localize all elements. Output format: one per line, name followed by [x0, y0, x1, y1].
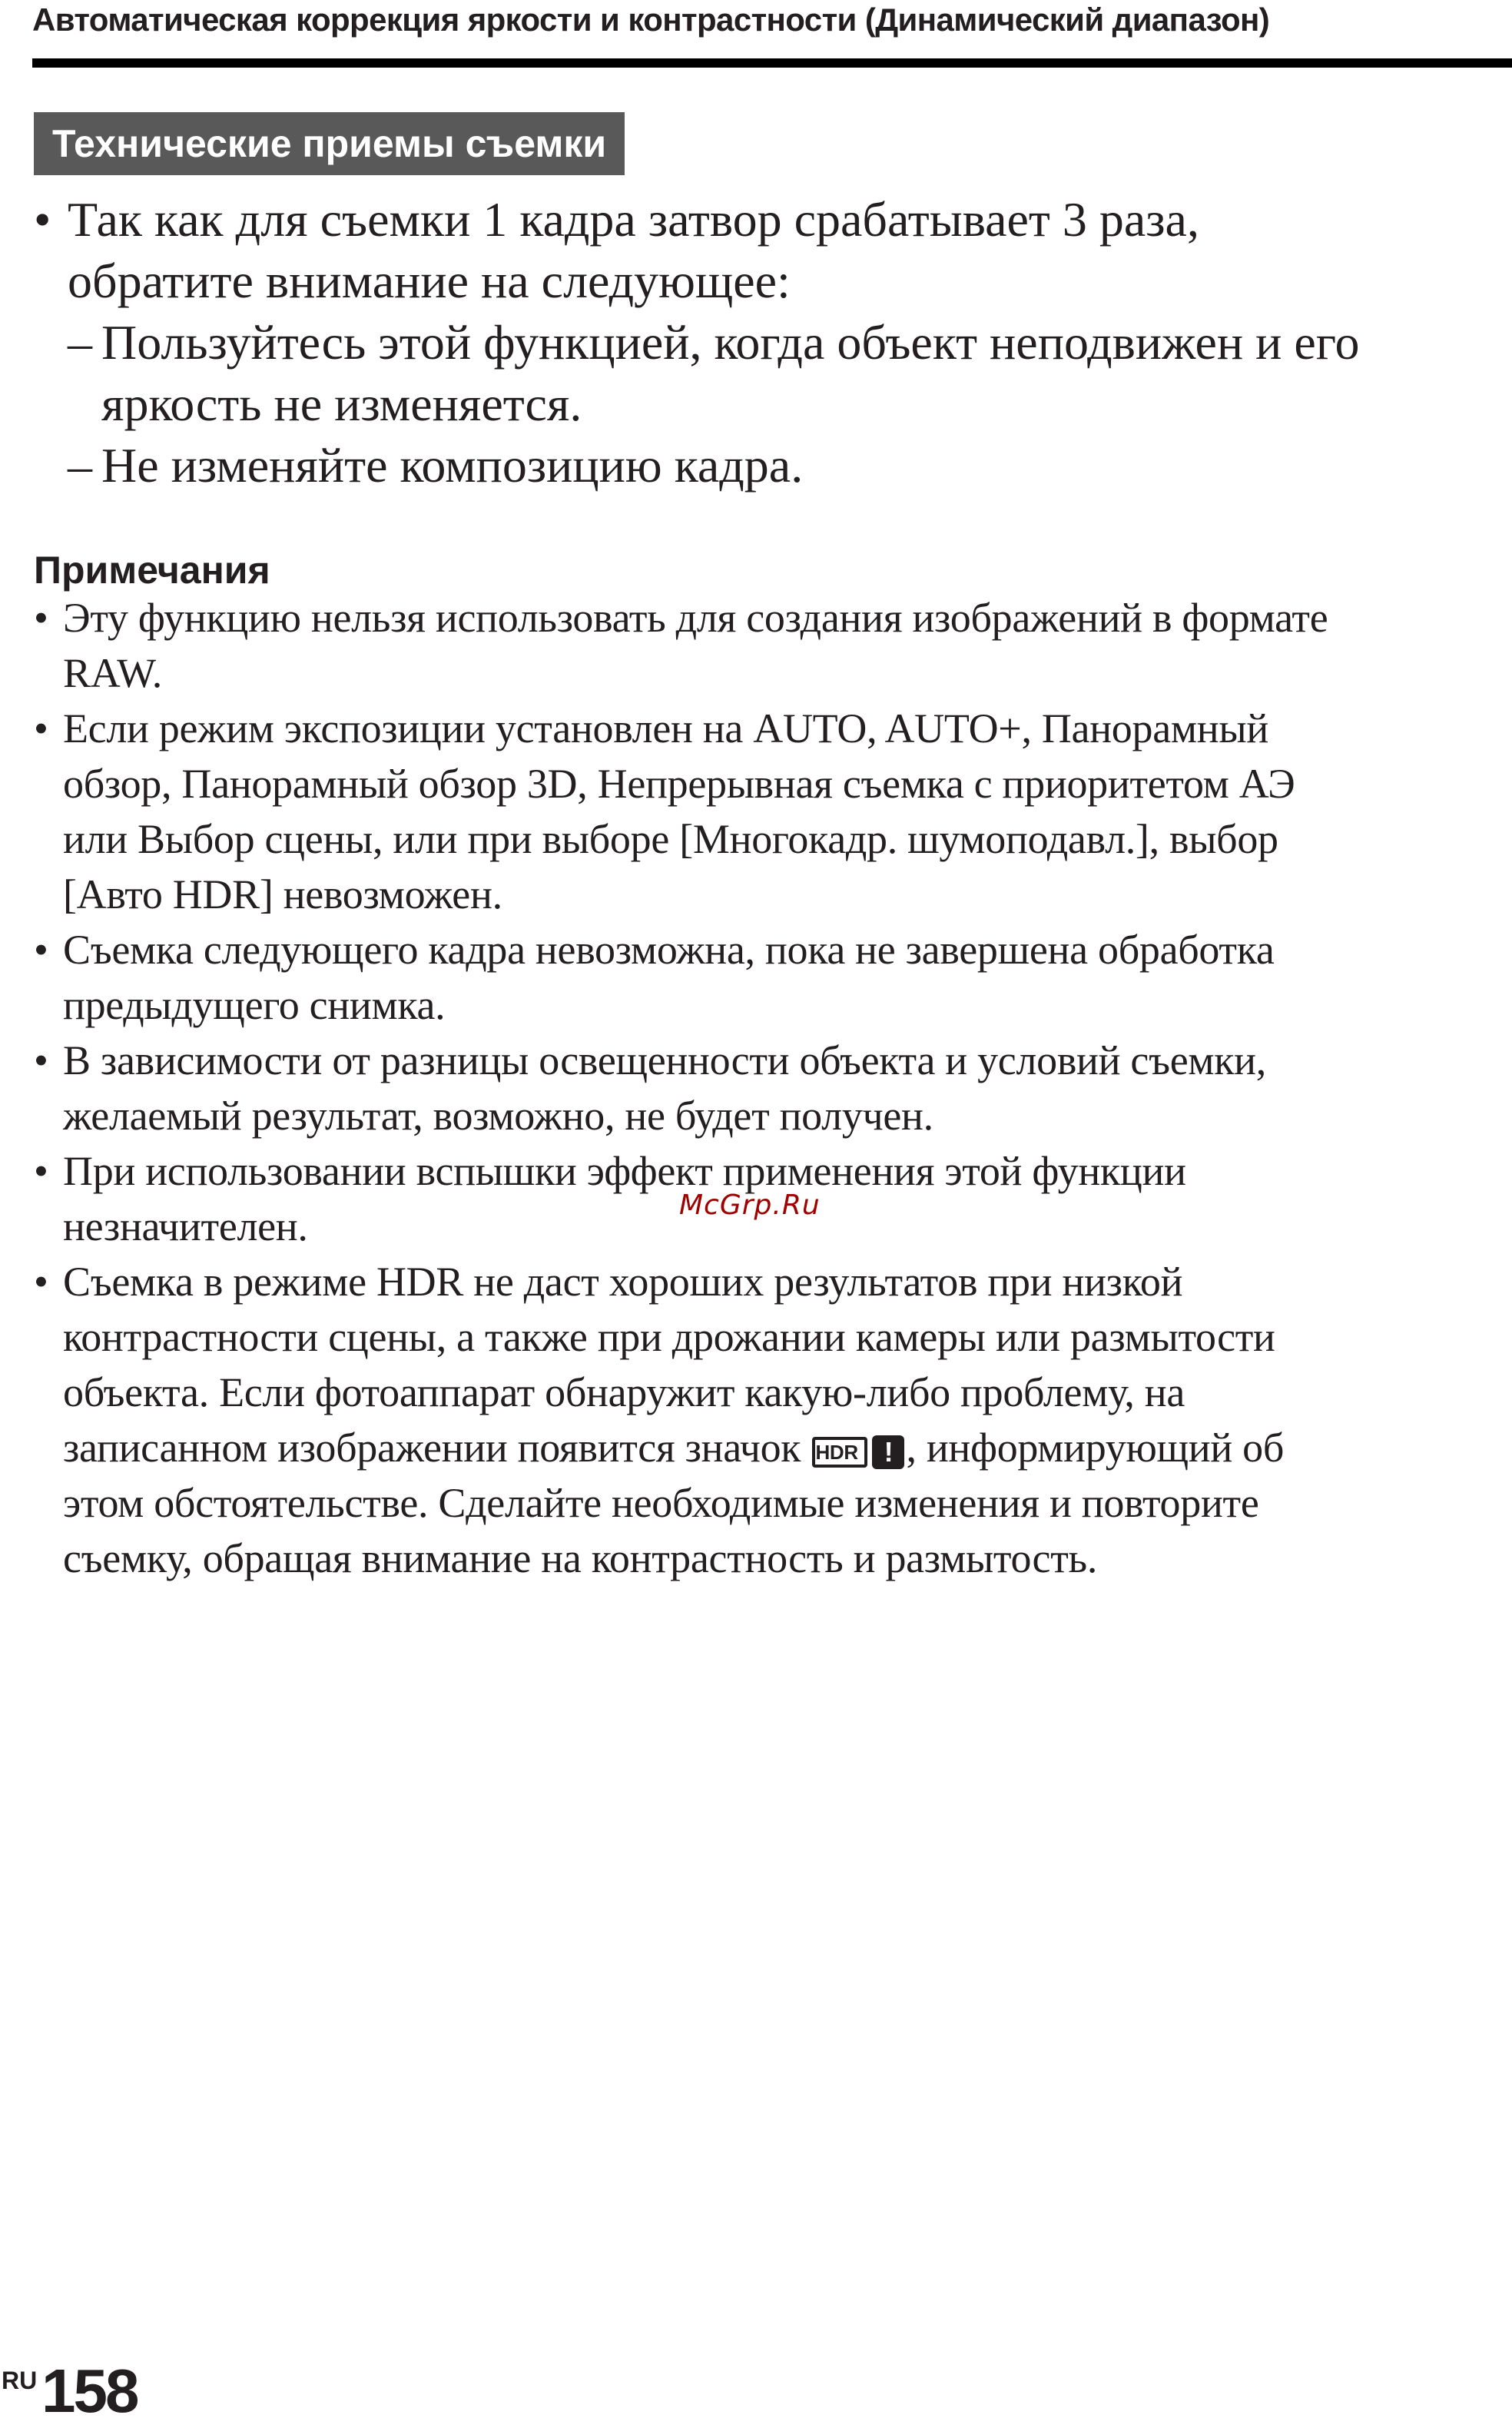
tip-line: яркость не изменяется.	[101, 377, 582, 431]
note-line: Эту функцию нельзя использовать для создания изображений в формате	[63, 595, 1328, 641]
bullet-marker: •	[34, 927, 48, 973]
note-line: предыдущего снимка.	[63, 982, 446, 1028]
tip-line: обратите внимание на следующее:	[68, 254, 791, 308]
header-divider	[32, 58, 1512, 68]
bullet-marker: •	[34, 705, 48, 751]
tip-line: Так как для съемки 1 кадра затвор срабатывает 3 раза,	[68, 192, 1199, 247]
note-line: В зависимости от разницы освещенности объекта и условий съемки,	[63, 1037, 1266, 1083]
watermark: McGrp.Ru	[679, 1189, 821, 1221]
note-line: [Авто HDR] невозможен.	[63, 871, 502, 917]
dash-marker: –	[68, 438, 92, 493]
notes-list	[34, 590, 1501, 1586]
bullet-marker: •	[34, 1148, 48, 1194]
tip-line: Пользуйтесь этой функцией, когда объект неподвижен и его	[101, 315, 1360, 370]
note-line: RAW.	[63, 650, 163, 696]
note-item	[34, 1254, 1501, 1586]
note-line: обзор, Панорамный обзор 3D, Непрерывная съемка с приоритетом АЭ	[63, 761, 1295, 807]
note-line: Съемка следующего кадра невозможна, пока не завершена обработка	[63, 927, 1275, 973]
note-line: объекта. Если фотоаппарат обнаружит какую-либо проблему, на	[63, 1369, 1185, 1415]
note-line: Съемка в режиме HDR не даст хороших результатов при низкой	[63, 1259, 1183, 1305]
note-line: При использовании вспышки эффект применения этой функции	[63, 1148, 1186, 1194]
note-line: контрастности сцены, а также при дрожании камеры или размытости	[63, 1314, 1275, 1360]
tip-line: Не изменяйте композицию кадра.	[101, 438, 804, 493]
bullet-marker: •	[34, 595, 48, 641]
tip-item-continuation	[34, 250, 1494, 312]
page-number: 158	[41, 2357, 138, 2425]
notes-heading: Примечания	[34, 549, 270, 592]
tip-subitem	[34, 435, 1494, 496]
tip-subitem-continuation	[34, 373, 1494, 435]
page-header-title: Автоматическая коррекция яркости и контрастности (Динамический диапазон)	[32, 2, 1270, 38]
note-item	[34, 590, 1501, 701]
dash-marker: –	[68, 315, 92, 370]
note-line: Если режим экспозиции установлен на AUTO, AUTO+, Панорамный	[63, 705, 1268, 751]
page-language-code: RU	[2, 2367, 38, 2394]
tip-subitem	[34, 312, 1494, 373]
bullet-marker: •	[34, 1259, 48, 1305]
note-item	[34, 701, 1501, 922]
note-line: желаемый результат, возможно, не будет получен.	[63, 1093, 933, 1139]
tip-item	[34, 189, 1494, 250]
note-line: съемку, обращая внимание на контрастность и размытость.	[63, 1535, 1098, 1581]
note-line: этом обстоятельстве. Сделайте необходимые изменения и повторите	[63, 1480, 1259, 1526]
note-line-suffix: , информирующий об	[906, 1425, 1285, 1471]
tips-block	[34, 189, 1494, 496]
note-item	[34, 922, 1501, 1033]
hdr-icon: HDR	[812, 1437, 867, 1468]
bullet-marker: •	[34, 1037, 48, 1083]
warning-icon: !	[872, 1435, 904, 1469]
note-line-text: записанном изображении появится значок	[63, 1425, 801, 1471]
note-line: или Выбор сцены, или при выборе [Многокадр. шумоподавл.], выбор	[63, 816, 1278, 862]
bullet-marker: •	[34, 192, 51, 247]
section-label: Технические приемы съемки	[34, 112, 625, 175]
note-item	[34, 1033, 1501, 1143]
note-line-with-icons	[63, 1420, 1501, 1475]
note-line: незначителен.	[63, 1203, 308, 1249]
